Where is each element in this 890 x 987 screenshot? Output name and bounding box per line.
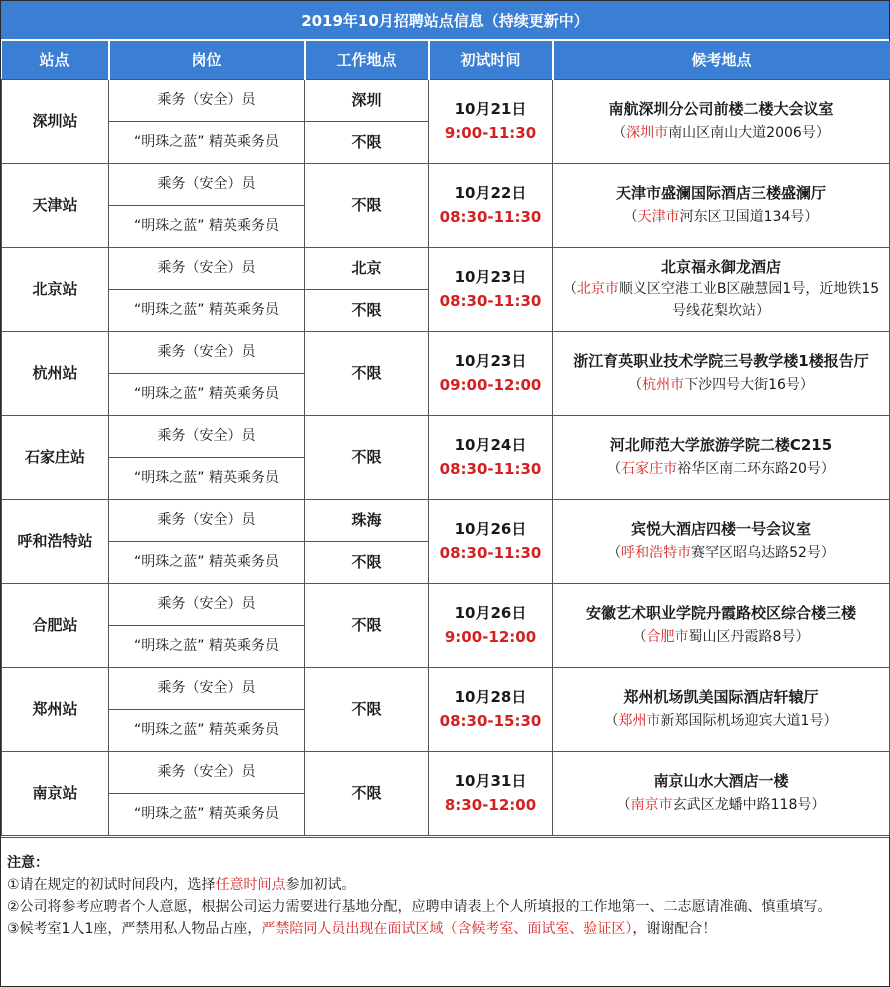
table-row: [2, 583, 890, 625]
venue-address: 蜀山区丹霞路8号: [688, 629, 796, 645]
work-location: 不限: [305, 583, 429, 667]
venue-address: 玄武区龙蟠中路118号: [672, 797, 812, 813]
job-title: 乘务（安全）员: [109, 415, 305, 457]
job-title: “明珠之蓝” 精英乘务员: [109, 289, 305, 331]
header-station: 站点: [2, 41, 109, 79]
venue-city: 杭州市: [642, 377, 685, 393]
venue-name: 天津市盛澜国际酒店三楼盛澜厅: [615, 184, 826, 202]
station-name: 南京站: [2, 751, 109, 835]
job-title: “明珠之蓝” 精英乘务员: [109, 205, 305, 247]
interview-date: 10月26日: [454, 520, 527, 538]
header-job: 岗位: [109, 41, 305, 79]
station-name: 石家庄站: [2, 415, 109, 499]
venue-city: 郑州市: [618, 713, 661, 729]
venue-name: 安徽艺术职业学院丹霞路校区综合楼三楼: [585, 604, 856, 622]
work-location: 北京: [305, 247, 429, 289]
work-location: 深圳: [305, 79, 429, 121]
interview-date: 10月23日: [454, 352, 527, 370]
venue-address: 顺义区空港工业B区融慧园1号，近地铁15号线花梨坎站: [618, 281, 880, 319]
job-title: “明珠之蓝” 精英乘务员: [109, 793, 305, 835]
job-title: “明珠之蓝” 精英乘务员: [109, 373, 305, 415]
venue-address: 河东区卫国道134号: [679, 209, 805, 225]
work-location: 不限: [305, 289, 429, 331]
venue-city: 北京市: [576, 281, 619, 297]
job-title: “明珠之蓝” 精英乘务员: [109, 121, 305, 163]
job-title: “明珠之蓝” 精英乘务员: [109, 709, 305, 751]
job-title: 乘务（安全）员: [109, 247, 305, 289]
station-table: [1, 41, 890, 836]
interview-date: 10月23日: [454, 268, 527, 286]
table-row: [2, 751, 890, 793]
interview-date: 10月24日: [454, 436, 527, 454]
interview-date: 10月21日: [454, 100, 527, 118]
station-name: 北京站: [2, 247, 109, 331]
header-waiting-venue: 候考地点: [553, 41, 890, 79]
venue-city: 合肥市: [646, 629, 689, 645]
interview-hours: 08:30-15:30: [439, 712, 542, 730]
note-item-1: ①请在规定的初试时间段内，选择任意时间点参加初试。: [7, 877, 356, 893]
job-title: 乘务（安全）员: [109, 667, 305, 709]
interview-hours: 08:30-11:30: [439, 208, 542, 226]
table-row: [2, 163, 890, 205]
interview-date: 10月31日: [454, 772, 527, 790]
station-name: 郑州站: [2, 667, 109, 751]
station-name: 杭州站: [2, 331, 109, 415]
work-location: 不限: [305, 121, 429, 163]
venue-address: 赛罕区昭乌达路52号: [691, 545, 821, 561]
venue-name: 郑州机场凯美国际酒店轩辕厅: [623, 688, 819, 706]
venue-city: 石家庄市: [621, 461, 678, 477]
work-location: 不限: [305, 163, 429, 247]
interview-hours: 08:30-11:30: [439, 460, 542, 478]
venue-address: 南山区南山大道2006号: [668, 125, 816, 141]
waiting-venue: 浙江育英职业技术学院三号教学楼1楼报告厅 （杭州市下沙四号大街16号）: [553, 331, 890, 415]
table-row: [2, 79, 890, 121]
waiting-venue: 天津市盛澜国际酒店三楼盛澜厅 （天津市河东区卫国道134号）: [553, 163, 890, 247]
waiting-venue: 南京山水大酒店一楼 （南京市玄武区龙蟠中路118号）: [553, 751, 890, 835]
interview-time: [429, 331, 553, 415]
venue-name: 宾悦大酒店四楼一号会议室: [630, 520, 811, 538]
interview-hours: 9:00-11:30: [444, 124, 537, 142]
header-work-location: 工作地点: [305, 41, 429, 79]
interview-time: [429, 667, 553, 751]
job-title: 乘务（安全）员: [109, 751, 305, 793]
job-title: “明珠之蓝” 精英乘务员: [109, 457, 305, 499]
venue-city: 南京市: [630, 797, 673, 813]
waiting-venue: 南航深圳分公司前楼二楼大会议室 （深圳市南山区南山大道2006号）: [553, 79, 890, 163]
interview-time: [429, 247, 553, 331]
interview-time: [429, 415, 553, 499]
notes-heading: 注意：: [7, 855, 49, 871]
waiting-venue: 安徽艺术职业学院丹霞路校区综合楼三楼 （合肥市蜀山区丹霞路8号）: [553, 583, 890, 667]
interview-time: [429, 79, 553, 163]
station-name: 深圳站: [2, 79, 109, 163]
interview-date: 10月22日: [454, 184, 527, 202]
work-location: 不限: [305, 667, 429, 751]
waiting-venue: 北京福永御龙酒店 （北京市顺义区空港工业B区融慧园1号，近地铁15号线花梨坎站）: [553, 247, 890, 331]
interview-hours: 9:00-12:00: [444, 628, 537, 646]
job-title: “明珠之蓝” 精英乘务员: [109, 625, 305, 667]
table-title: 2019年10月招聘站点信息（持续更新中）: [1, 1, 889, 41]
interview-time: [429, 499, 553, 583]
note-highlight: 任意时间点: [215, 877, 286, 893]
interview-hours: 08:30-11:30: [439, 292, 542, 310]
note-highlight: 严禁陪同人员出现在面试区域（含候考室、面试室、验证区）: [261, 921, 633, 937]
work-location: 不限: [305, 541, 429, 583]
job-title: “明珠之蓝” 精英乘务员: [109, 541, 305, 583]
work-location: 不限: [305, 331, 429, 415]
venue-name: 南航深圳分公司前楼二楼大会议室: [608, 100, 834, 118]
interview-date: 10月26日: [454, 604, 527, 622]
job-title: 乘务（安全）员: [109, 163, 305, 205]
waiting-venue: 郑州机场凯美国际酒店轩辕厅 （郑州市新郑国际机场迎宾大道1号）: [553, 667, 890, 751]
station-name: 天津站: [2, 163, 109, 247]
table-row: [2, 667, 890, 709]
venue-address: 新郑国际机场迎宾大道1号: [660, 713, 824, 729]
work-location: 珠海: [305, 499, 429, 541]
venue-name: 北京福永御龙酒店: [660, 258, 781, 276]
note-item-3: ③候考室1人1座，严禁用私人物品占座，严禁陪同人员出现在面试区域（含候考室、面试室、验证区），谢谢配合！: [7, 921, 717, 937]
table-row: [2, 415, 890, 457]
job-title: 乘务（安全）员: [109, 499, 305, 541]
interview-time: [429, 751, 553, 835]
venue-city: 天津市: [637, 209, 680, 225]
header-interview-time: 初试时间: [429, 41, 553, 79]
job-title: 乘务（安全）员: [109, 79, 305, 121]
venue-name: 南京山水大酒店一楼: [653, 772, 789, 790]
venue-city: 呼和浩特市: [621, 545, 692, 561]
table-row: [2, 247, 890, 289]
station-name: 合肥站: [2, 583, 109, 667]
table-row: [2, 331, 890, 373]
venue-address: 下沙四号大街16号: [684, 377, 800, 393]
venue-name: 浙江育英职业技术学院三号教学楼1楼报告厅: [573, 352, 869, 370]
header-row: [2, 41, 890, 79]
venue-name: 河北师范大学旅游学院二楼C215: [609, 436, 833, 454]
interview-date: 10月28日: [454, 688, 527, 706]
job-title: 乘务（安全）员: [109, 331, 305, 373]
waiting-venue: 河北师范大学旅游学院二楼C215 （石家庄市裕华区南二环东路20号）: [553, 415, 890, 499]
interview-hours: 8:30-12:00: [444, 796, 537, 814]
venue-address: 裕华区南二环东路20号: [677, 461, 821, 477]
station-name: 呼和浩特站: [2, 499, 109, 583]
interview-time: [429, 583, 553, 667]
note-item-2: ②公司将参考应聘者个人意愿，根据公司运力需要进行基地分配，应聘申请表上个人所填报的工作地第一、二志愿请准确、慎重填写。: [7, 899, 832, 915]
interview-hours: 09:00-12:00: [439, 376, 542, 394]
table-row: [2, 499, 890, 541]
job-title: 乘务（安全）员: [109, 583, 305, 625]
venue-city: 深圳市: [626, 125, 669, 141]
notes-section: [1, 837, 889, 987]
work-location: 不限: [305, 415, 429, 499]
interview-time: [429, 163, 553, 247]
work-location: 不限: [305, 751, 429, 835]
interview-hours: 08:30-11:30: [439, 544, 542, 562]
waiting-venue: 宾悦大酒店四楼一号会议室 （呼和浩特市赛罕区昭乌达路52号）: [553, 499, 890, 583]
